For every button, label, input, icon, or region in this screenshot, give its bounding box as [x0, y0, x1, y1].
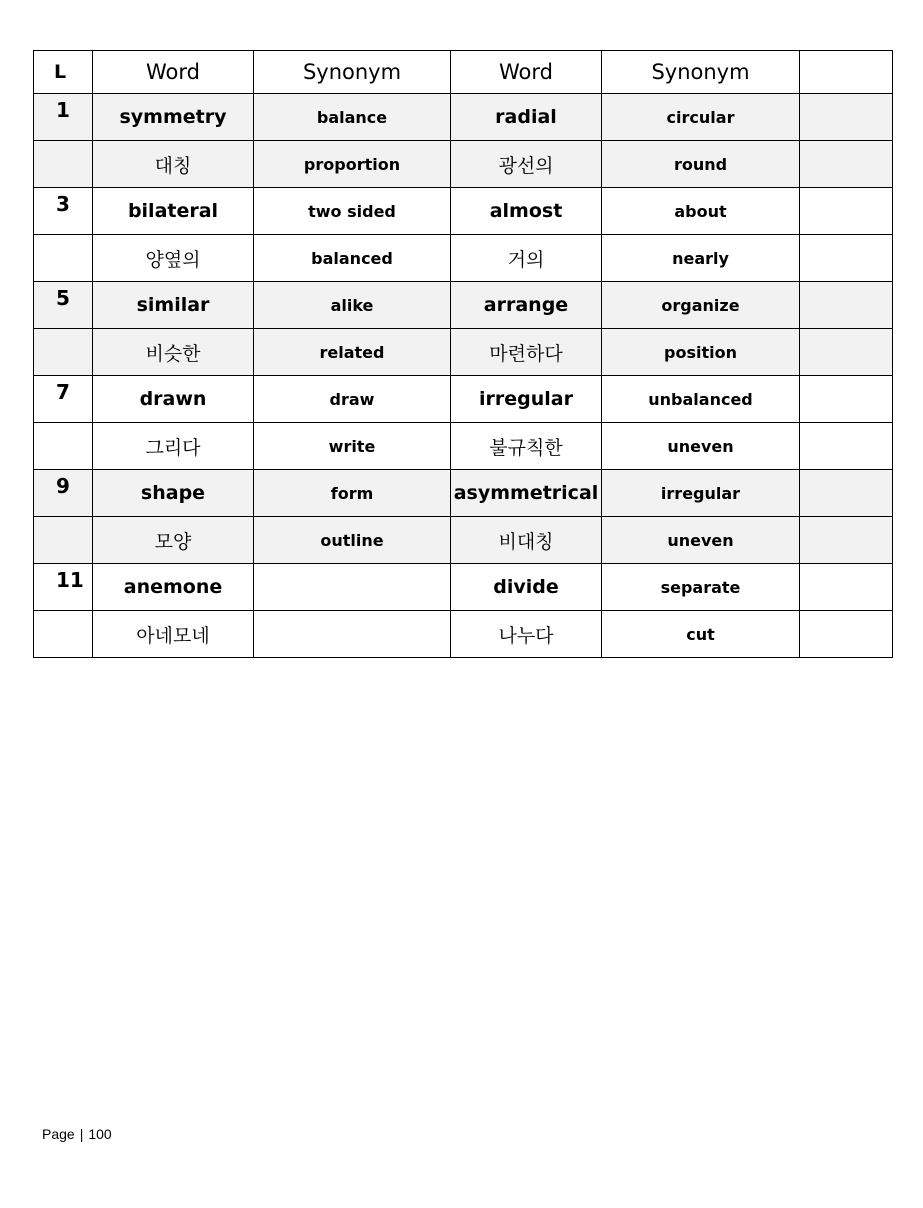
- blank-cell: [800, 423, 893, 470]
- word-cell-2: 나누다: [451, 611, 602, 658]
- header-word-1: Word: [93, 51, 254, 94]
- word-cell-1: bilateral: [93, 188, 254, 235]
- row-number: [34, 235, 93, 282]
- table-row: [34, 282, 893, 329]
- row-number: 7: [34, 376, 93, 423]
- word-cell-2: irregular: [451, 376, 602, 423]
- synonym-cell-1: alike: [254, 282, 451, 329]
- word-cell-2: 불규칙한: [451, 423, 602, 470]
- synonym-cell-2: round: [602, 141, 800, 188]
- synonym-cell-1: [254, 611, 451, 658]
- table-row: [34, 611, 893, 658]
- synonym-cell-2: nearly: [602, 235, 800, 282]
- blank-cell: [800, 517, 893, 564]
- row-number: [34, 329, 93, 376]
- synonym-cell-2: irregular: [602, 470, 800, 517]
- header-word-2: Word: [451, 51, 602, 94]
- table-row: [34, 376, 893, 423]
- table-row: [34, 94, 893, 141]
- header-synonym-2: Synonym: [602, 51, 800, 94]
- word-cell-1: symmetry: [93, 94, 254, 141]
- synonym-cell-1: two sided: [254, 188, 451, 235]
- synonym-cell-2: cut: [602, 611, 800, 658]
- row-number: 5: [34, 282, 93, 329]
- blank-cell: [800, 235, 893, 282]
- word-cell-1: 비슷한: [93, 329, 254, 376]
- word-cell-2: 비대칭: [451, 517, 602, 564]
- word-cell-2: radial: [451, 94, 602, 141]
- blank-cell: [800, 470, 893, 517]
- synonym-cell-1: proportion: [254, 141, 451, 188]
- word-cell-1: 그리다: [93, 423, 254, 470]
- page-number: 100: [88, 1126, 112, 1142]
- word-cell-2: arrange: [451, 282, 602, 329]
- table-body: [34, 94, 893, 658]
- synonym-cell-2: circular: [602, 94, 800, 141]
- table-row: [34, 564, 893, 611]
- blank-cell: [800, 188, 893, 235]
- blank-cell: [800, 329, 893, 376]
- synonym-cell-1: related: [254, 329, 451, 376]
- table-row: [34, 517, 893, 564]
- blank-cell: [800, 376, 893, 423]
- table-row: [34, 423, 893, 470]
- header-synonym-1: Synonym: [254, 51, 451, 94]
- word-cell-2: 광선의: [451, 141, 602, 188]
- header-number: L: [34, 51, 93, 94]
- row-number: 9: [34, 470, 93, 517]
- blank-cell: [800, 141, 893, 188]
- word-cell-2: divide: [451, 564, 602, 611]
- blank-cell: [800, 564, 893, 611]
- table-row: [34, 141, 893, 188]
- synonym-cell-2: uneven: [602, 423, 800, 470]
- row-number: [34, 517, 93, 564]
- word-cell-1: shape: [93, 470, 254, 517]
- synonym-cell-2: separate: [602, 564, 800, 611]
- row-number: [34, 423, 93, 470]
- table-header-row: [34, 51, 893, 94]
- synonym-cell-2: position: [602, 329, 800, 376]
- word-cell-1: drawn: [93, 376, 254, 423]
- word-cell-1: similar: [93, 282, 254, 329]
- synonym-cell-1: outline: [254, 517, 451, 564]
- synonym-cell-1: balance: [254, 94, 451, 141]
- row-number: 3: [34, 188, 93, 235]
- word-cell-2: almost: [451, 188, 602, 235]
- synonym-cell-2: organize: [602, 282, 800, 329]
- row-number: [34, 141, 93, 188]
- row-number: 11: [34, 564, 93, 611]
- blank-cell: [800, 94, 893, 141]
- word-cell-2: asymmetrical: [451, 470, 602, 517]
- word-cell-1: anemone: [93, 564, 254, 611]
- word-cell-1: 아네모네: [93, 611, 254, 658]
- synonym-cell-1: [254, 564, 451, 611]
- page-footer: [42, 1126, 112, 1142]
- word-cell-1: 양옆의: [93, 235, 254, 282]
- synonym-cell-1: balanced: [254, 235, 451, 282]
- synonym-cell-1: form: [254, 470, 451, 517]
- table-row: [34, 188, 893, 235]
- synonym-cell-1: write: [254, 423, 451, 470]
- word-cell-2: 거의: [451, 235, 602, 282]
- synonym-cell-1: draw: [254, 376, 451, 423]
- blank-cell: [800, 611, 893, 658]
- synonym-cell-2: uneven: [602, 517, 800, 564]
- synonym-cell-2: unbalanced: [602, 376, 800, 423]
- table-row: [34, 470, 893, 517]
- vocabulary-table: [33, 50, 893, 658]
- table-row: [34, 329, 893, 376]
- synonym-cell-2: about: [602, 188, 800, 235]
- page-separator: |: [79, 1126, 84, 1142]
- page-label: Page: [42, 1126, 75, 1142]
- row-number: 1: [34, 94, 93, 141]
- row-number: [34, 611, 93, 658]
- word-cell-1: 모양: [93, 517, 254, 564]
- table-row: [34, 235, 893, 282]
- header-blank: [800, 51, 893, 94]
- word-cell-2: 마련하다: [451, 329, 602, 376]
- word-cell-1: 대칭: [93, 141, 254, 188]
- blank-cell: [800, 282, 893, 329]
